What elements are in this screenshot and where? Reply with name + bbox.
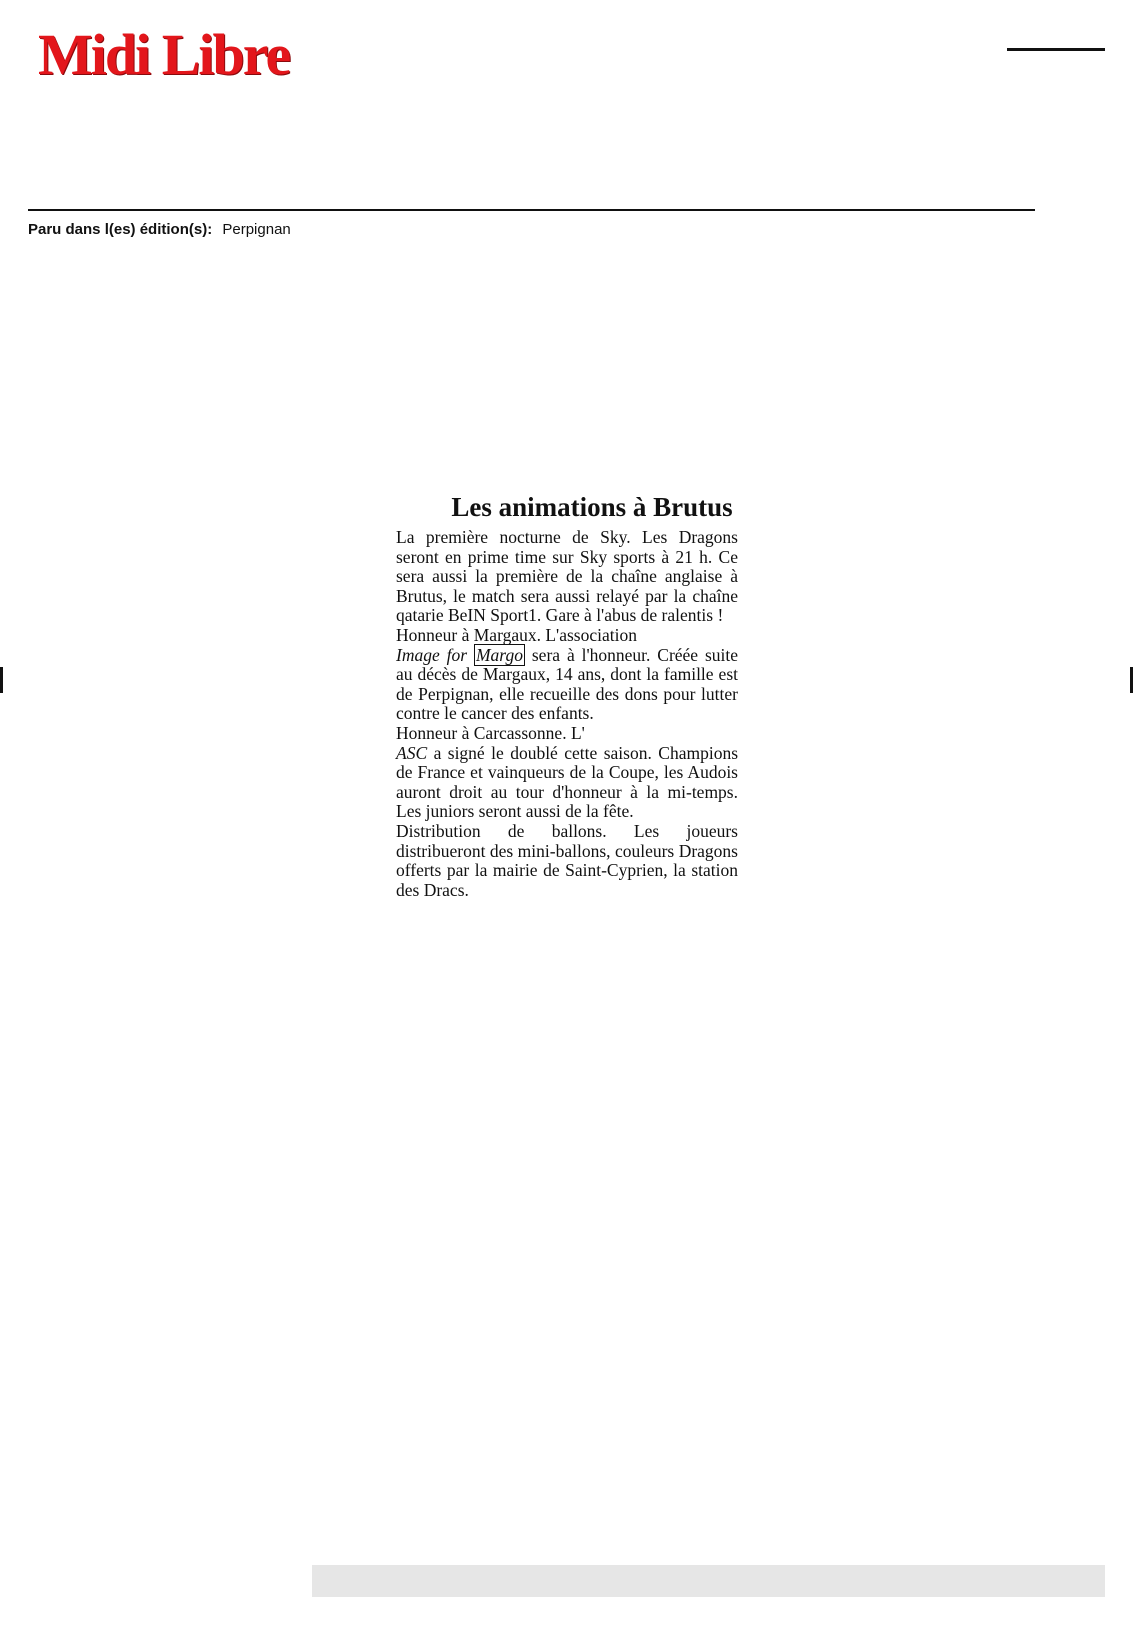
association-name-italic: Image for (396, 644, 468, 665)
header-divider (28, 209, 1035, 211)
footer-bar (312, 1565, 1105, 1597)
article-title: Les animations à Brutus (451, 492, 733, 522)
paragraph-carcassonne-rest: a signé le doublé cette saison. Champions de France et vainqueurs de la Coupe, les Audois auront droit au tour d'honneur à la mi-temps. Les juniors seront aussi de la fête. (396, 742, 739, 822)
paragraph-carcassonne-lead: Honneur à Carcassonne. L' (396, 722, 585, 743)
paragraph-margaux-rest: sera à l'honneur. Créée suite au décès de Margaux, 14 ans, dont la famille est de Perpignan, elle recueille des dons pour lutter contre le cancer des enfants. (396, 644, 739, 724)
paragraph-margaux (396, 626, 738, 724)
paragraph-carcassonne (396, 724, 738, 822)
right-edge-mark (1130, 667, 1133, 693)
paragraph-margaux-lead: Honneur à Margaux. L'association (396, 624, 637, 645)
article-body (396, 528, 738, 900)
top-right-rule (1007, 48, 1105, 51)
edition-value: Perpignan (222, 221, 291, 238)
paragraph-sky: La première nocturne de Sky. Les Dragons seront en prime time sur Sky sports à 21 h. Ce sera aussi la première de la chaîne anglaise à Brutus, le match sera aussi relayé par la chaîne qatarie BeIN Sport1. Gare à l'abus de ralentis ! (396, 527, 738, 626)
club-name-italic: ASC (396, 742, 428, 763)
midi-libre-logo: Midi Libre (38, 22, 290, 87)
left-edge-mark (0, 667, 3, 693)
association-name-boxed: Margo (475, 644, 523, 665)
article (396, 490, 738, 900)
edition-line (28, 221, 291, 238)
edition-label: Paru dans l(es) édition(s): (28, 221, 213, 238)
paragraph-ballons: Distribution de ballons. Les joueurs distribueront des mini-ballons, couleurs Dragons offerts par la mairie de Saint-Cyprien, la station des Dracs. (396, 820, 738, 900)
